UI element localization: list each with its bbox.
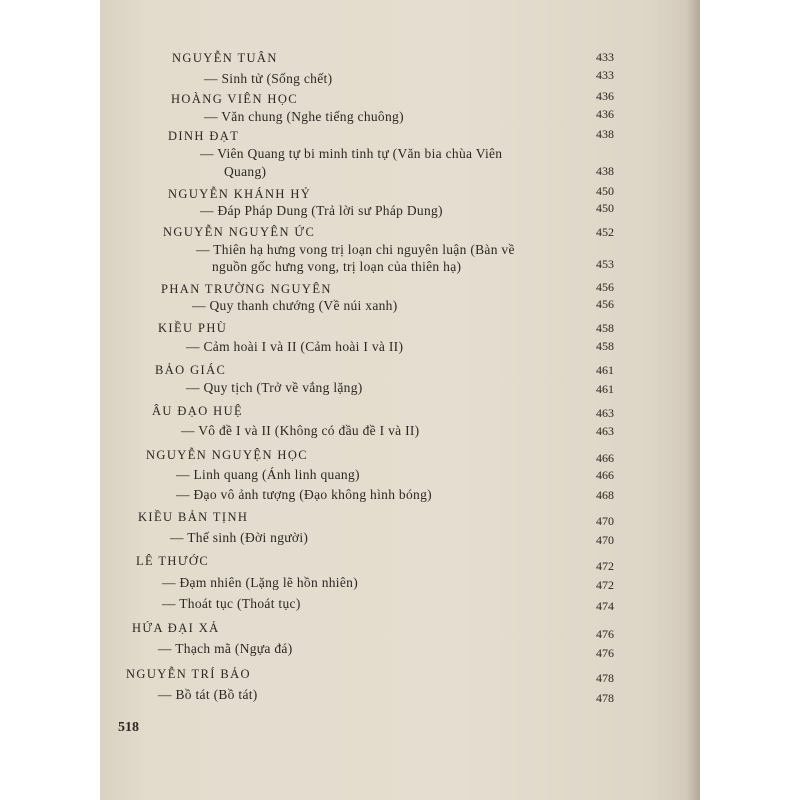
toc-page-number: 436 bbox=[596, 89, 614, 103]
toc-page-number: 438 bbox=[596, 127, 614, 141]
toc-page-number: 463 bbox=[596, 406, 614, 420]
toc-author: LÊ THƯỚC bbox=[136, 554, 210, 568]
toc-page-number: 468 bbox=[596, 488, 614, 502]
toc-work-title: — Quy thanh chướng (Về núi xanh) bbox=[192, 298, 398, 313]
toc-page-number: 472 bbox=[596, 578, 614, 592]
toc-page-number: 456 bbox=[596, 280, 614, 294]
toc-work-title: — Vô đề I và II (Không có đầu đề I và II) bbox=[181, 423, 420, 438]
toc-page-number: 456 bbox=[596, 297, 614, 311]
toc-author: NGUYỄN NGUYÊN ỨC bbox=[163, 225, 316, 239]
toc-work-title: Quang) bbox=[224, 164, 267, 179]
toc-page-number: 438 bbox=[596, 164, 614, 178]
toc-author: BẢO GIÁC bbox=[155, 363, 227, 377]
toc-work-title: — Đạo vô ảnh tượng (Đạo không hình bóng) bbox=[176, 487, 432, 502]
toc-author: NGUYỄN TUÂN bbox=[172, 51, 278, 65]
toc-author: PHAN TRƯỜNG NGUYÊN bbox=[161, 282, 332, 296]
toc-work-title: — Thoát tục (Thoát tục) bbox=[162, 596, 301, 611]
toc-page-number: 476 bbox=[596, 646, 614, 660]
toc-author: NGUYỄN TRÍ BẢO bbox=[126, 667, 251, 681]
page-gutter-shadow bbox=[686, 0, 700, 800]
toc-page-number: 433 bbox=[596, 50, 614, 64]
page-number: 518 bbox=[118, 720, 139, 735]
book-page bbox=[100, 0, 700, 800]
toc-page-number: 458 bbox=[596, 339, 614, 353]
toc-work-title: — Thạch mã (Ngựa đá) bbox=[158, 641, 293, 656]
toc-author: ÂU ĐẠO HUỆ bbox=[152, 404, 244, 418]
toc-author: NGUYỄN NGUYỆN HỌC bbox=[146, 448, 308, 462]
toc-page-number: 474 bbox=[596, 599, 614, 613]
toc-work-title: — Văn chung (Nghe tiếng chuông) bbox=[204, 109, 404, 124]
toc-page-number: 461 bbox=[596, 382, 614, 396]
table-of-contents bbox=[100, 0, 700, 800]
toc-page-number: 466 bbox=[596, 468, 614, 482]
toc-work-title: — Bồ tát (Bồ tát) bbox=[158, 687, 258, 702]
toc-page-number: 433 bbox=[596, 68, 614, 82]
toc-author: HOÀNG VIÊN HỌC bbox=[171, 92, 299, 106]
toc-author: KIỀU BẢN TỊNH bbox=[138, 510, 249, 524]
toc-work-title: — Quy tịch (Trở về vắng lặng) bbox=[186, 380, 363, 395]
toc-page-number: 452 bbox=[596, 225, 614, 239]
toc-page-number: 453 bbox=[596, 257, 614, 271]
toc-work-title: — Cảm hoài I và II (Cảm hoài I và II) bbox=[186, 339, 404, 354]
toc-page-number: 450 bbox=[596, 201, 614, 215]
toc-work-title: — Linh quang (Ánh linh quang) bbox=[176, 467, 360, 482]
toc-page-number: 450 bbox=[596, 184, 614, 198]
toc-page-number: 466 bbox=[596, 451, 614, 465]
toc-page-number: 476 bbox=[596, 627, 614, 641]
toc-work-title: — Viên Quang tự bi minh tinh tự (Văn bia chùa Viên bbox=[200, 146, 503, 161]
toc-work-title: — Sinh tử (Sống chết) bbox=[204, 71, 333, 86]
toc-page-number: 461 bbox=[596, 363, 614, 377]
toc-work-title: — Đáp Pháp Dung (Trả lời sư Pháp Dung) bbox=[200, 203, 443, 218]
toc-author: HỨA ĐẠI XẢ bbox=[132, 621, 220, 635]
toc-work-title: — Thế sinh (Đời người) bbox=[170, 530, 309, 545]
toc-page-number: 478 bbox=[596, 691, 614, 705]
toc-page-number: 470 bbox=[596, 514, 614, 528]
toc-page-number: 472 bbox=[596, 559, 614, 573]
toc-work-title: — Thiên hạ hưng vong trị loạn chi nguyên luận (Bàn về bbox=[196, 242, 515, 257]
toc-page-number: 478 bbox=[596, 671, 614, 685]
toc-work-title: — Đạm nhiên (Lặng lẽ hồn nhiên) bbox=[162, 575, 358, 590]
toc-work-title: nguồn gốc hưng vong, trị loạn của thiên hạ) bbox=[212, 259, 462, 274]
toc-author: DINH ĐẠT bbox=[168, 129, 240, 143]
toc-page-number: 470 bbox=[596, 533, 614, 547]
toc-page-number: 458 bbox=[596, 321, 614, 335]
toc-author: NGUYỄN KHÁNH HỶ bbox=[168, 187, 312, 201]
toc-page-number: 463 bbox=[596, 424, 614, 438]
toc-page-number: 436 bbox=[596, 107, 614, 121]
toc-author: KIỀU PHÙ bbox=[158, 321, 228, 335]
